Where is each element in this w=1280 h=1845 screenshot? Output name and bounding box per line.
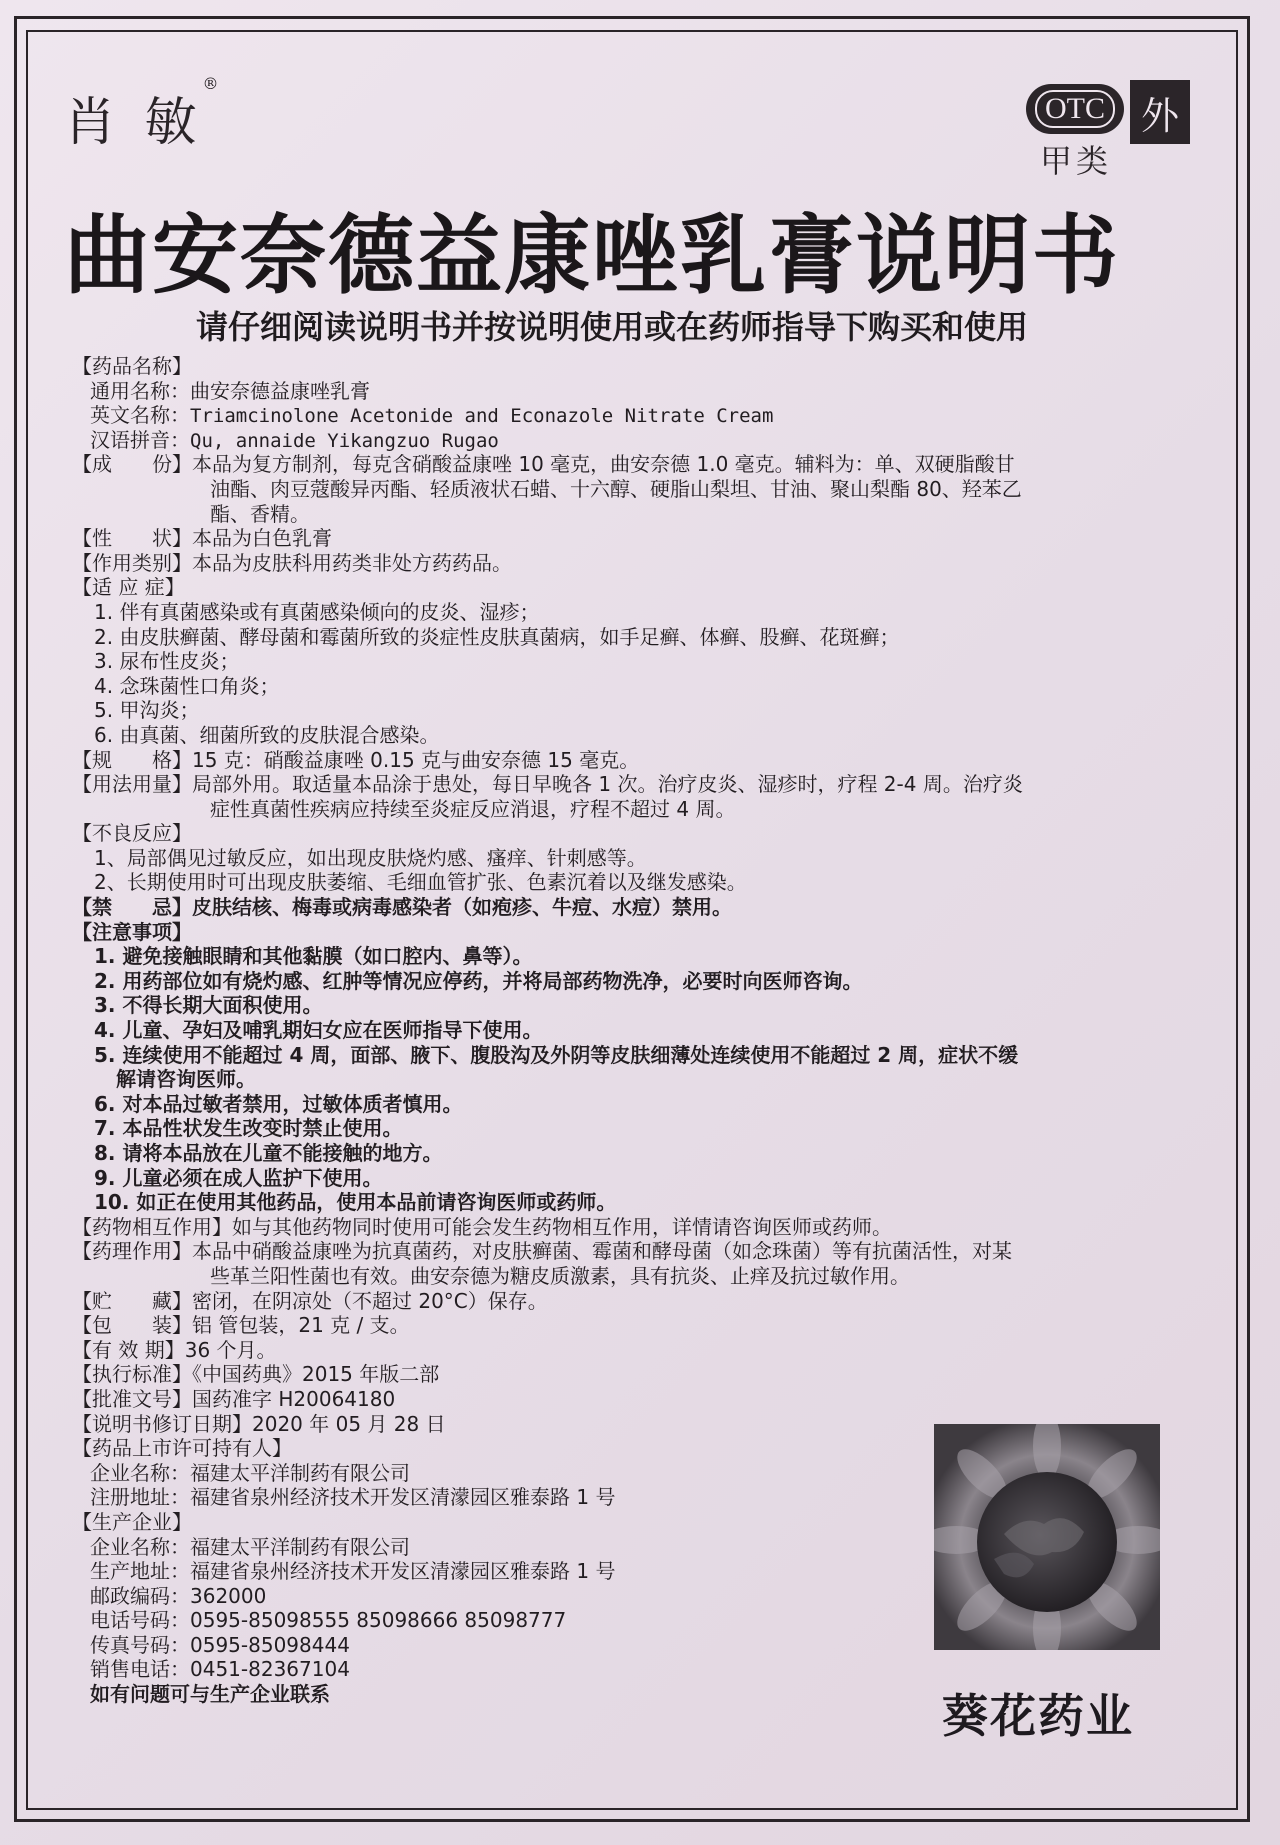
precaution-item-continued: 解请咨询医师。 bbox=[116, 1067, 256, 1092]
phone-row: 电话号码：0595-85098555 85098666 85098777 bbox=[90, 1608, 567, 1633]
holder-company-row: 企业名称：福建太平洋制药有限公司 bbox=[90, 1460, 410, 1485]
otc-badge: OTC bbox=[1026, 84, 1124, 134]
usage-line-2: 症性真菌性疾病应持续至炎症反应消退，疗程不超过 4 周。 bbox=[210, 796, 736, 821]
adverse-item: 2、长期使用时可出现皮肤萎缩、毛细血管扩张、色素沉着以及继发感染。 bbox=[94, 870, 747, 895]
adverse-item: 1、局部偶见过敏反应，如出现皮肤烧灼感、瘙痒、针刺感等。 bbox=[94, 845, 647, 870]
pinyin-row: 汉语拼音：Qu, annaide Yikangzuo Rugao bbox=[90, 427, 499, 452]
precaution-item: 4. 儿童、孕妇及哺乳期妇女应在医师指导下使用。 bbox=[94, 1018, 543, 1043]
section-header-drug-name: 【药品名称】 bbox=[72, 354, 192, 378]
category-row: 【作用类别】本品为皮肤科用药类非处方药药品。 bbox=[72, 550, 512, 575]
composition-line-2: 油酯、肉豆蔻酸异丙酯、轻质液状石蜡、十六醇、硬脂山梨坦、甘油、聚山梨酯 80、羟苯乙 bbox=[210, 476, 1022, 501]
storage-row: 【贮 藏】密闭，在阴凉处（不超过 20°C）保存。 bbox=[72, 1288, 548, 1313]
trademark-symbol: ® bbox=[202, 74, 219, 93]
maker-company-row: 企业名称：福建太平洋制药有限公司 bbox=[90, 1534, 410, 1559]
interaction-row: 【药物相互作用】如与其他药物同时使用可能会发生药物相互作用，详情请咨询医师或药师。 bbox=[72, 1214, 892, 1239]
brand-name: 肖 敏® bbox=[64, 74, 219, 153]
pharmacology-row: 【药理作用】本品中硝酸益康唑为抗真菌药，对皮肤癣菌、霉菌和酵母菌（如念珠菌）等有抗菌活性，对某 bbox=[72, 1239, 1012, 1264]
composition-line-3: 酯、香精。 bbox=[210, 501, 310, 526]
section-header-holder: 【药品上市许可持有人】 bbox=[72, 1436, 292, 1461]
pharmacology-line-2: 些革兰阳性菌也有效。曲安奈德为糖皮质激素，具有抗炎、止痒及抗过敏作用。 bbox=[210, 1263, 910, 1288]
revision-date-row: 【说明书修订日期】2020 年 05 月 28 日 bbox=[72, 1411, 446, 1436]
validity-row: 【有 效 期】36 个月。 bbox=[72, 1337, 277, 1362]
section-header-adverse: 【不良反应】 bbox=[72, 821, 192, 846]
english-name-row: 英文名称：Triamcinolone Acetonide and Econazole Nitrate Cream bbox=[90, 403, 774, 428]
precaution-item: 3. 不得长期大面积使用。 bbox=[94, 993, 323, 1018]
precaution-item: 9. 儿童必须在成人监护下使用。 bbox=[94, 1165, 383, 1190]
indication-item: 3. 尿布性皮炎； bbox=[94, 649, 240, 674]
indication-item: 5. 甲沟炎； bbox=[94, 698, 200, 723]
precaution-item: 8. 请将本品放在儿童不能接触的地方。 bbox=[94, 1141, 443, 1165]
standard-row: 【执行标准】《中国药典》2015 年版二部 bbox=[72, 1362, 440, 1387]
precaution-item: 1. 避免接触眼睛和其他黏膜（如口腔内、鼻等）。 bbox=[94, 944, 533, 969]
holder-address-row: 注册地址：福建省泉州经济技术开发区清濛园区雅泰路 1 号 bbox=[90, 1485, 616, 1510]
sales-phone-row: 销售电话：0451-82367104 bbox=[90, 1657, 350, 1682]
indication-item: 6. 由真菌、细菌所致的皮肤混合感染。 bbox=[94, 722, 440, 747]
document-subtitle: 请仔细阅读说明书并按说明使用或在药师指导下购买和使用 bbox=[196, 308, 1029, 346]
maker-address-row: 生产地址：福建省泉州经济技术开发区清濛园区雅泰路 1 号 bbox=[90, 1559, 616, 1584]
precaution-item: 2. 用药部位如有烧灼感、红肿等情况应停药，并将局部药物洗净，必要时向医师咨询。 bbox=[94, 968, 863, 993]
indication-item: 4. 念珠菌性口角炎； bbox=[94, 673, 280, 698]
section-header-manufacturer: 【生产企业】 bbox=[72, 1509, 192, 1534]
package-row: 【包 装】铝 管包装，21 克 / 支。 bbox=[72, 1313, 410, 1338]
precaution-item: 7. 本品性状发生改变时禁止使用。 bbox=[94, 1116, 403, 1141]
precaution-item: 10. 如正在使用其他药品，使用本品前请咨询医师或药师。 bbox=[94, 1190, 617, 1215]
company-logo: 葵花药业 bbox=[942, 1689, 1134, 1743]
indication-item: 2. 由皮肤癣菌、酵母菌和霉菌所致的炎症性皮肤真菌病，如手足癣、体癣、股癣、花斑癣； bbox=[94, 624, 900, 649]
section-header-indications: 【适 应 症】 bbox=[72, 575, 185, 600]
indication-item: 1. 伴有真菌感染或有真菌感染倾向的皮炎、湿疹； bbox=[94, 599, 540, 624]
contraindication-row: 【禁 忌】皮肤结核、梅毒或病毒感染者（如疱疹、牛痘、水痘）禁用。 bbox=[72, 895, 732, 920]
generic-name-row: 通用名称：曲安奈德益康唑乳膏 bbox=[90, 378, 370, 403]
precaution-item: 6. 对本品过敏者禁用，过敏体质者慎用。 bbox=[94, 1091, 463, 1116]
spec-row: 【规 格】15 克：硝酸益康唑 0.15 克与曲安奈德 15 毫克。 bbox=[72, 747, 640, 772]
contact-note: 如有问题可与生产企业联系 bbox=[90, 1682, 330, 1707]
approval-row: 【批准文号】国药准字 H20064180 bbox=[72, 1386, 396, 1411]
sunflower-icon bbox=[934, 1424, 1160, 1650]
fax-row: 传真号码：0595-85098444 bbox=[90, 1632, 350, 1657]
sunflower-image bbox=[934, 1424, 1160, 1650]
external-use-badge: 外 bbox=[1130, 80, 1190, 144]
composition-row: 【成 份】本品为复方制剂，每克含硝酸益康唑 10 毫克，曲安奈德 1.0 毫克。辅料为：单、双硬脂酸甘 bbox=[72, 452, 1015, 477]
section-header-precautions: 【注意事项】 bbox=[72, 919, 192, 944]
document-title: 曲安奈德益康唑乳膏说明书 bbox=[64, 206, 1120, 306]
character-row: 【性 状】本品为白色乳膏 bbox=[72, 526, 332, 551]
postcode-row: 邮政编码：362000 bbox=[90, 1583, 267, 1608]
otc-class-label: 甲类 bbox=[1040, 142, 1113, 180]
precaution-item: 5. 连续使用不能超过 4 周，面部、腋下、腹股沟及外阴等皮肤细薄处连续使用不能超过 2 周，症状不缓 bbox=[94, 1042, 1019, 1067]
usage-row: 【用法用量】局部外用。取适量本品涂于患处，每日早晚各 1 次。治疗皮炎、湿疹时，疗程 2-4 周。治疗炎 bbox=[72, 772, 1023, 797]
